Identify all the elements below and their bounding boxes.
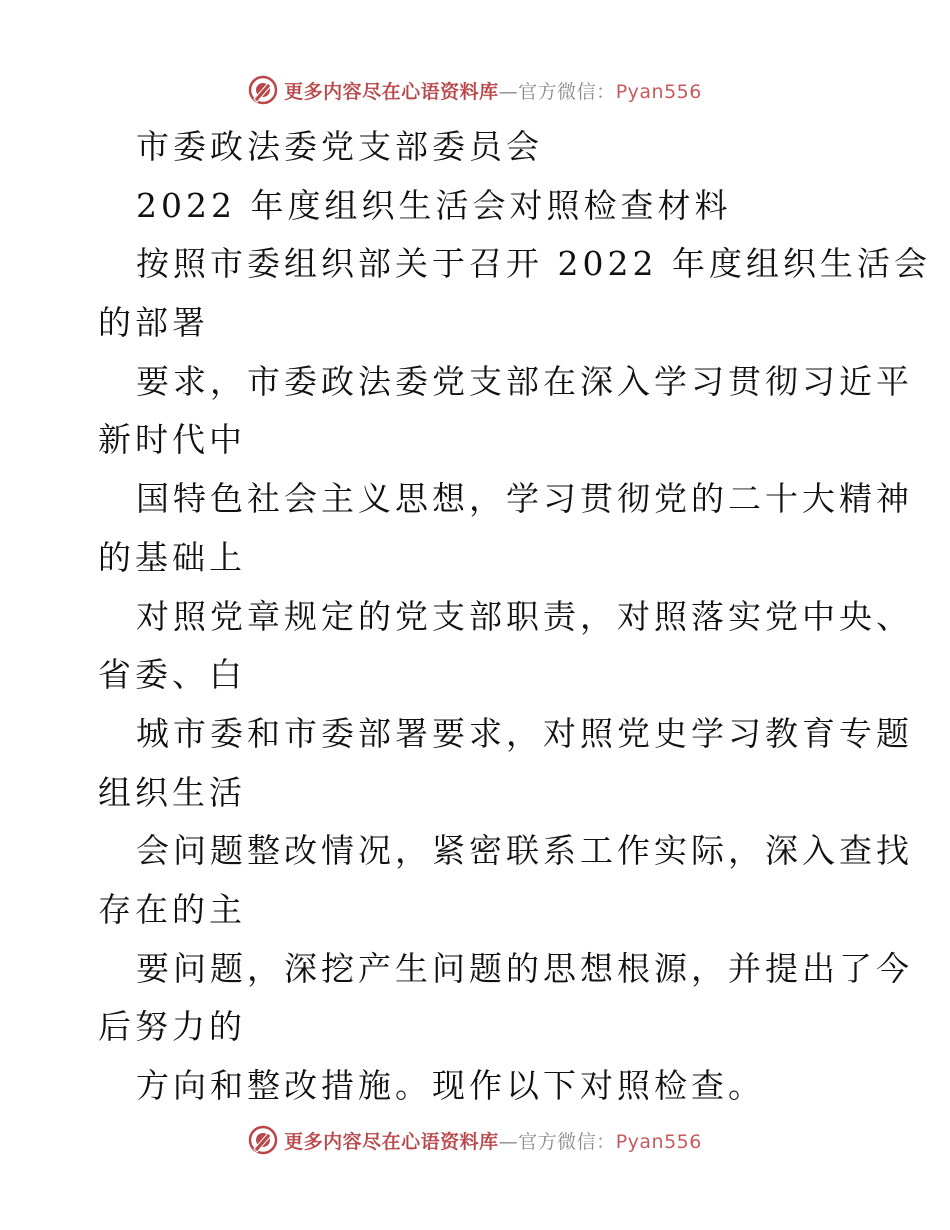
paragraph-line: 后努力的 (98, 1007, 246, 1047)
watermark-text (284, 77, 702, 104)
watermark-separator: — (498, 1130, 519, 1153)
watermark-brand: 更多内容尽在心语资料库 (284, 80, 499, 103)
watermark-header (0, 70, 950, 110)
watermark-separator: — (498, 80, 519, 103)
document-subtitle: 2022 年度组织生活会对照检查材料 (136, 185, 732, 225)
paragraph-line: 的基础上 (98, 537, 246, 577)
watermark-official: 官方微信： (518, 80, 616, 103)
paragraph-line: 要求，市委政法委党支部在深入学习贯彻习近平 (136, 361, 913, 401)
paragraph-line: 的部署 (98, 303, 209, 343)
paragraph-line: 国特色社会主义思想，学习贯彻党的二十大精神 (136, 479, 913, 519)
logo-icon (248, 75, 278, 105)
watermark-brand: 更多内容尽在心语资料库 (284, 1130, 499, 1153)
watermark-wechat-id: Pyan556 (615, 80, 702, 103)
paragraph-line: 按照市委组织部关于召开 2022 年度组织生活会 (136, 244, 931, 284)
document-body (98, 118, 931, 1116)
watermark-official: 官方微信： (518, 1130, 616, 1153)
paragraph-line: 组织生活 (98, 772, 246, 812)
paragraph-line: 对照党章规定的党支部职责，对照落实党中央、 (136, 596, 913, 636)
watermark-footer (0, 1120, 950, 1160)
paragraph-line: 省委、白 (98, 655, 246, 695)
watermark-wechat-id: Pyan556 (615, 1130, 702, 1153)
paragraph-line: 城市委和市委部署要求，对照党史学习教育专题 (136, 713, 913, 753)
paragraph-line: 方向和整改措施。现作以下对照检查。 (136, 1066, 765, 1105)
paragraph-line: 新时代中 (98, 420, 246, 460)
document-title: 市委政法委党支部委员会 (136, 127, 543, 166)
logo-icon (248, 1125, 278, 1155)
paragraph-line: 存在的主 (98, 889, 246, 929)
paragraph-line: 要问题，深挖产生问题的思想根源，并提出了今 (136, 948, 913, 988)
watermark-text (284, 1127, 702, 1154)
paragraph-line: 会问题整改情况，紧密联系工作实际，深入查找 (136, 831, 913, 871)
